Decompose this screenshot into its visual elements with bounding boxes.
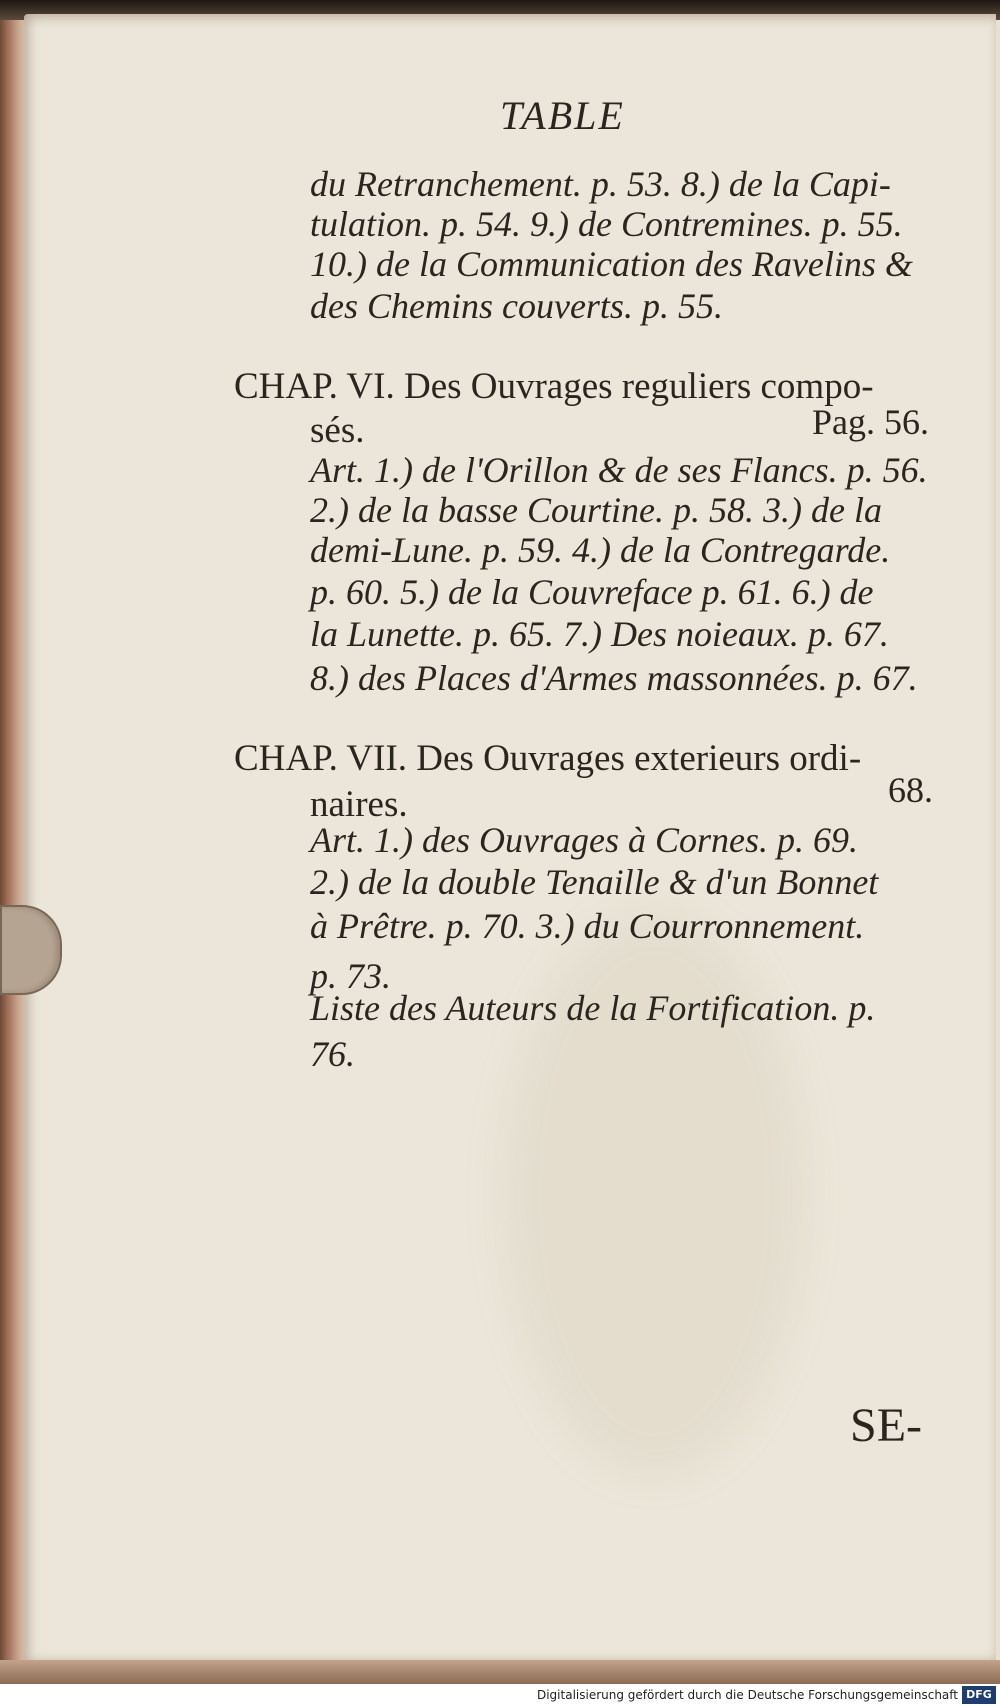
chapter-vii-title-cont: naires. [310, 784, 408, 825]
toc-line: 8.) des Places d'Armes massonnées. p. 67. [310, 658, 918, 698]
toc-line: Art. 1.) de l'Orillon & de ses Flancs. p. 56. [310, 450, 928, 490]
list-of-authors-line: Liste des Auteurs de la Fortification. p. [310, 988, 876, 1028]
toc-line: tulation. p. 54. 9.) de Contremines. p. 55. [310, 204, 903, 244]
chapter-vii-title: CHAP. VII. Des Ouvrages exterieurs ordi- [234, 738, 862, 779]
catchword: SE- [850, 1399, 922, 1452]
toc-line: 10.) de la Communication des Ravelins & [310, 244, 913, 284]
chapter-vii-page-ref: 68. [888, 770, 933, 810]
chapter-vi-title-cont: sés. [310, 410, 365, 451]
toc-line: demi-Lune. p. 59. 4.) de la Contregarde. [310, 530, 891, 570]
toc-line: à Prêtre. p. 70. 3.) du Courronnement. [310, 906, 865, 946]
dfg-logo-icon: DFG [962, 1686, 996, 1704]
toc-line: des Chemins couverts. p. 55. [310, 286, 723, 326]
list-of-authors-page: 76. [310, 1034, 355, 1074]
toc-line: 2.) de la basse Courtine. p. 58. 3.) de la [310, 490, 882, 530]
toc-line: p. 73. [310, 956, 391, 996]
toc-line: 2.) de la double Tenaille & d'un Bonnet [310, 862, 879, 902]
digitization-footer [0, 1684, 1000, 1707]
chapter-vi-page-ref: Pag. 56. [812, 402, 929, 442]
toc-line: p. 60. 5.) de la Couvreface p. 61. 6.) de [310, 572, 874, 612]
book-bottom-edge [0, 1660, 1000, 1684]
toc-line: la Lunette. p. 65. 7.) Des noieaux. p. 67. [310, 614, 889, 654]
footer-credit: Digitalisierung gefördert durch die Deutsche Forschungsgemeinschaft [536, 1688, 958, 1702]
running-header: TABLE [500, 93, 625, 138]
toc-line: Art. 1.) des Ouvrages à Cornes. p. 69. [310, 820, 858, 860]
toc-line: du Retranchement. p. 53. 8.) de la Capi- [310, 164, 891, 204]
chapter-vi-title: CHAP. VI. Des Ouvrages reguliers compo- [234, 366, 874, 407]
